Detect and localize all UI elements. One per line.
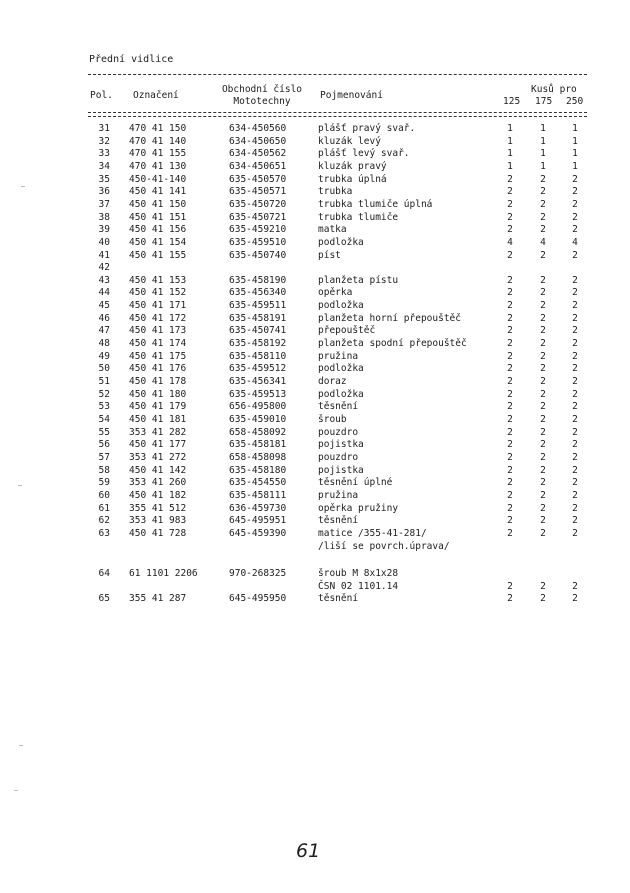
obchodni-cislo-cell: 635-459512: [229, 363, 287, 375]
table-row: [0, 287, 630, 298]
oznaceni-cell: 450 41 178: [129, 376, 187, 387]
qty-250-cell: 2: [572, 350, 578, 362]
oznaceni-cell: 450 41 176: [129, 363, 187, 375]
oznaceni-cell: 470 41 150: [129, 123, 187, 134]
qty-250-cell: 2: [572, 186, 578, 198]
qty-250-cell: 2: [572, 363, 578, 375]
qty-175-cell: 4: [540, 236, 546, 248]
oznaceni-cell: 61 1101 2206: [129, 568, 198, 579]
table-row: [0, 148, 630, 159]
qty-175-cell: 2: [540, 287, 546, 299]
pojmenovani-cell: ČSN 02 1101.14: [318, 581, 399, 592]
header-oznaceni: Označení: [133, 90, 179, 101]
qty-175-cell: 2: [540, 439, 546, 451]
pojmenovani-cell: matka: [318, 224, 347, 236]
qty-250-cell: 2: [572, 224, 578, 236]
position-cell: 35: [98, 173, 110, 185]
obchodni-cislo-cell: 635-459210: [229, 224, 287, 236]
oznaceni-cell: 470 41 140: [129, 135, 187, 147]
qty-175-cell: 2: [540, 274, 546, 286]
qty-250-cell: 2: [572, 325, 578, 337]
oznaceni-cell: 450 41 141: [129, 186, 187, 198]
obchodni-cislo-cell: 636-459730: [229, 502, 287, 514]
obchodni-cislo-cell: 658-458092: [229, 426, 287, 438]
qty-175-cell: 2: [540, 527, 546, 539]
qty-250-cell: 2: [572, 173, 578, 185]
position-cell: 48: [98, 338, 110, 350]
obchodni-cislo-cell: 634-450562: [229, 148, 287, 160]
qty-175-cell: 1: [540, 135, 546, 147]
qty-175-cell: 2: [540, 173, 546, 185]
table-row: [0, 224, 630, 235]
qty-175-cell: 2: [540, 211, 546, 223]
qty-125-cell: 2: [507, 274, 513, 286]
obchodni-cislo-cell: 635-450571: [229, 186, 287, 198]
scan-mark: [21, 186, 25, 187]
oznaceni-cell: 450 41 175: [129, 350, 187, 362]
qty-250-cell: 2: [572, 426, 578, 438]
obchodni-cislo-cell: 635-458110: [229, 350, 287, 362]
pojmenovani-cell: doraz: [318, 376, 347, 387]
obchodni-cislo-cell: 635-458111: [229, 489, 287, 501]
obchodni-cislo-cell: 635-459010: [229, 413, 287, 425]
position-cell: 44: [98, 287, 110, 299]
pojmenovani-cell: /liší se povrch.úprava/: [318, 541, 450, 553]
qty-175-cell: 2: [540, 186, 546, 198]
oznaceni-cell: 353 41 282: [129, 426, 187, 438]
qty-125-cell: 2: [507, 224, 513, 236]
qty-125-cell: 2: [507, 350, 513, 362]
obchodni-cislo-cell: 634-450560: [229, 123, 287, 134]
qty-125-cell: 2: [507, 173, 513, 185]
qty-125-cell: 2: [507, 527, 513, 539]
obchodni-cislo-cell: 635-458180: [229, 464, 287, 476]
qty-250-cell: 2: [572, 464, 578, 476]
position-cell: 39: [98, 224, 110, 236]
qty-175-cell: 2: [540, 401, 546, 413]
obchodni-cislo-cell: 635-458190: [229, 274, 287, 286]
oznaceni-cell: 450 41 153: [129, 274, 187, 286]
obchodni-cislo-cell: 635-459511: [229, 300, 287, 312]
qty-250-cell: 2: [572, 312, 578, 324]
header-bottom-rule: [88, 112, 587, 113]
pojmenovani-cell: matice /355-41-281/: [318, 527, 427, 539]
obchodni-cislo-cell: 635-450740: [229, 249, 287, 261]
qty-175-cell: 2: [540, 350, 546, 362]
obchodni-cislo-cell: 645-495951: [229, 515, 287, 527]
pojmenovani-cell: pouzdro: [318, 451, 359, 463]
oznaceni-cell: 450 41 150: [129, 198, 187, 210]
qty-175-cell: 2: [540, 502, 546, 514]
table-row: [0, 199, 630, 210]
position-cell: 64: [98, 568, 110, 579]
oznaceni-cell: 450 41 181: [129, 413, 187, 425]
position-cell: 49: [98, 350, 110, 362]
pojmenovani-cell: trubka tlumiče úplná: [318, 198, 433, 210]
pojmenovani-cell: podložka: [318, 300, 364, 312]
position-cell: 52: [98, 388, 110, 400]
table-row: [0, 136, 630, 147]
qty-250-cell: 1: [572, 123, 578, 134]
position-cell: 53: [98, 401, 110, 413]
table-row: [0, 237, 630, 248]
position-cell: 38: [98, 211, 110, 223]
obchodni-cislo-cell: 634-450650: [229, 135, 287, 147]
table-row: [0, 275, 630, 286]
oznaceni-cell: 450 41 154: [129, 236, 187, 248]
qty-250-cell: 2: [572, 211, 578, 223]
qty-175-cell: 2: [540, 325, 546, 337]
qty-250-cell: 2: [572, 388, 578, 400]
table-row: [0, 161, 630, 172]
qty-175-cell: 2: [540, 451, 546, 463]
position-cell: 54: [98, 413, 110, 425]
oznaceni-cell: 353 41 272: [129, 451, 187, 463]
qty-125-cell: 2: [507, 477, 513, 489]
pojmenovani-cell: opěrka: [318, 287, 353, 299]
oznaceni-cell: 450 41 172: [129, 312, 187, 324]
pojmenovani-cell: podložka: [318, 236, 364, 248]
qty-175-cell: 2: [540, 388, 546, 400]
pojmenovani-cell: plášť levý svař.: [318, 148, 410, 160]
position-cell: 45: [98, 300, 110, 312]
position-cell: 55: [98, 426, 110, 438]
table-row: [0, 465, 630, 476]
qty-125-cell: 2: [507, 451, 513, 463]
qty-250-cell: 2: [572, 198, 578, 210]
qty-175-cell: 2: [540, 363, 546, 375]
qty-175-cell: 2: [540, 515, 546, 527]
qty-125-cell: 2: [507, 593, 513, 604]
obchodni-cislo-cell: 635-458191: [229, 312, 287, 324]
qty-250-cell: 2: [572, 274, 578, 286]
position-cell: 32: [98, 135, 110, 147]
qty-250-cell: 1: [572, 135, 578, 147]
pojmenovani-cell: podložka: [318, 388, 364, 400]
position-cell: 46: [98, 312, 110, 324]
header-mototechny: Mototechny: [233, 96, 291, 107]
qty-125-cell: 2: [507, 376, 513, 387]
pojmenovani-cell: planžeta horní přepouštěč: [318, 312, 461, 324]
qty-250-cell: 2: [572, 300, 578, 312]
position-cell: 65: [98, 593, 110, 604]
qty-250-cell: 1: [572, 160, 578, 172]
obchodni-cislo-cell: 656-495800: [229, 401, 287, 413]
page-title: Přední vidlice: [89, 54, 174, 65]
header-pojmenovani: Pojmenování: [320, 90, 383, 101]
pojmenovani-cell: píst: [318, 249, 341, 261]
table-row: [0, 568, 630, 579]
oznaceni-cell: 355 41 287: [129, 593, 187, 604]
qty-125-cell: 2: [507, 287, 513, 299]
pojmenovani-cell: kluzák pravý: [318, 160, 387, 172]
position-cell: 51: [98, 376, 110, 387]
qty-125-cell: 2: [507, 249, 513, 261]
qty-250-cell: 2: [572, 338, 578, 350]
qty-175-cell: 2: [540, 312, 546, 324]
pojmenovani-cell: pojistka: [318, 439, 364, 451]
position-cell: 50: [98, 363, 110, 375]
scan-mark: [19, 745, 23, 746]
obchodni-cislo-cell: 658-458098: [229, 451, 287, 463]
qty-175-cell: 1: [540, 160, 546, 172]
pojmenovani-cell: pružina: [318, 350, 359, 362]
qty-175-cell: 2: [540, 426, 546, 438]
position-cell: 34: [98, 160, 110, 172]
position-cell: 42: [98, 262, 110, 274]
oznaceni-cell: 450 41 182: [129, 489, 187, 501]
table-row: [0, 325, 630, 336]
oznaceni-cell: 450 41 151: [129, 211, 187, 223]
table-row: [0, 427, 630, 438]
table-row: [0, 439, 630, 450]
pojmenovani-cell: trubka úplná: [318, 173, 387, 185]
qty-125-cell: 4: [507, 236, 513, 248]
oznaceni-cell: 450 41 155: [129, 249, 187, 261]
oznaceni-cell: 355 41 512: [129, 502, 187, 514]
qty-250-cell: 2: [572, 593, 578, 604]
qty-175-cell: 2: [540, 489, 546, 501]
pojmenovani-cell: přepouštěč: [318, 325, 376, 337]
position-cell: 31: [98, 123, 110, 134]
oznaceni-cell: 353 41 983: [129, 515, 187, 527]
obchodni-cislo-cell: 635-458181: [229, 439, 287, 451]
qty-175-cell: 1: [540, 148, 546, 160]
qty-175-cell: 2: [540, 300, 546, 312]
qty-125-cell: 1: [507, 123, 513, 134]
scan-mark: [18, 485, 22, 486]
qty-250-cell: 1: [572, 148, 578, 160]
position-cell: 37: [98, 198, 110, 210]
position-cell: 60: [98, 489, 110, 501]
qty-250-cell: 2: [572, 451, 578, 463]
qty-175-cell: 2: [540, 338, 546, 350]
pojmenovani-cell: pružina: [318, 489, 359, 501]
oznaceni-cell: 450 41 179: [129, 401, 187, 413]
header-variant-250: 250: [566, 96, 584, 107]
qty-125-cell: 2: [507, 312, 513, 324]
qty-250-cell: 2: [572, 249, 578, 261]
qty-125-cell: 2: [507, 464, 513, 476]
qty-125-cell: 2: [507, 363, 513, 375]
obchodni-cislo-cell: 635-458192: [229, 338, 287, 350]
table-row: [0, 174, 630, 185]
position-cell: 36: [98, 186, 110, 198]
table-row: [0, 515, 630, 526]
oznaceni-cell: 450 41 177: [129, 439, 187, 451]
qty-125-cell: 2: [507, 515, 513, 527]
qty-125-cell: 2: [507, 581, 513, 592]
obchodni-cislo-cell: 635-450570: [229, 173, 287, 185]
obchodni-cislo-cell: 635-459513: [229, 388, 287, 400]
qty-175-cell: 2: [540, 593, 546, 604]
qty-250-cell: 2: [572, 439, 578, 451]
qty-125-cell: 2: [507, 489, 513, 501]
table-row: [0, 313, 630, 324]
qty-250-cell: 2: [572, 502, 578, 514]
obchodni-cislo-cell: 970-268325: [229, 568, 287, 579]
table-row: [0, 300, 630, 311]
pojmenovani-cell: šroub: [318, 413, 347, 425]
table-row: [0, 262, 630, 273]
qty-250-cell: 4: [572, 236, 578, 248]
oznaceni-cell: 450 41 174: [129, 338, 187, 350]
qty-250-cell: 2: [572, 489, 578, 501]
qty-125-cell: 2: [507, 211, 513, 223]
obchodni-cislo-cell: 635-459510: [229, 236, 287, 248]
oznaceni-cell: 450 41 171: [129, 300, 187, 312]
obchodni-cislo-cell: 645-459390: [229, 527, 287, 539]
obchodni-cislo-cell: 635-456341: [229, 376, 287, 387]
position-cell: 56: [98, 439, 110, 451]
table-row: [0, 593, 630, 604]
position-cell: 63: [98, 527, 110, 539]
position-cell: 61: [98, 502, 110, 514]
qty-125-cell: 2: [507, 300, 513, 312]
table-row: [0, 123, 630, 134]
pojmenovani-cell: plášť pravý svař.: [318, 123, 416, 134]
qty-175-cell: 2: [540, 464, 546, 476]
table-row: [0, 338, 630, 349]
header-kusu-pro: Kusů pro: [531, 84, 577, 95]
oznaceni-cell: 450 41 173: [129, 325, 187, 337]
qty-250-cell: 2: [572, 401, 578, 413]
pojmenovani-cell: pouzdro: [318, 426, 359, 438]
oznaceni-cell: 450 41 728: [129, 527, 187, 539]
obchodni-cislo-cell: 635-454550: [229, 477, 287, 489]
header-top-rule: [88, 74, 587, 75]
qty-250-cell: 2: [572, 515, 578, 527]
table-row: [0, 503, 630, 514]
pojmenovani-cell: opěrka pružiny: [318, 502, 399, 514]
table-row: [0, 581, 630, 592]
obchodni-cislo-cell: 634-450651: [229, 160, 287, 172]
qty-125-cell: 2: [507, 388, 513, 400]
pojmenovani-cell: těsnění: [318, 593, 359, 604]
qty-125-cell: 2: [507, 401, 513, 413]
qty-125-cell: 1: [507, 148, 513, 160]
qty-175-cell: 2: [540, 413, 546, 425]
position-cell: 43: [98, 274, 110, 286]
qty-125-cell: 1: [507, 135, 513, 147]
table-row: [0, 363, 630, 374]
table-row: [0, 212, 630, 223]
qty-125-cell: 2: [507, 186, 513, 198]
table-row: [0, 528, 630, 539]
table-row: [0, 414, 630, 425]
pojmenovani-cell: těsnění úplné: [318, 477, 393, 489]
pojmenovani-cell: planžeta pístu: [318, 274, 399, 286]
pojmenovani-cell: podložka: [318, 363, 364, 375]
qty-175-cell: 2: [540, 249, 546, 261]
table-row: [0, 490, 630, 501]
pojmenovani-cell: pojistka: [318, 464, 364, 476]
pojmenovani-cell: trubka tlumiče: [318, 211, 399, 223]
oznaceni-cell: 450-41-140: [129, 173, 187, 185]
oznaceni-cell: 450 41 156: [129, 224, 187, 236]
pojmenovani-cell: šroub M 8x1x28: [318, 568, 399, 579]
obchodni-cislo-cell: 645-495950: [229, 593, 287, 604]
position-cell: 40: [98, 236, 110, 248]
pojmenovani-cell: těsnění: [318, 515, 359, 527]
qty-250-cell: 2: [572, 581, 578, 592]
table-row: [0, 401, 630, 412]
qty-250-cell: 2: [572, 376, 578, 387]
qty-125-cell: 2: [507, 439, 513, 451]
table-row: [0, 389, 630, 400]
table-row: [0, 376, 630, 387]
table-row: [0, 186, 630, 197]
qty-175-cell: 1: [540, 123, 546, 134]
oznaceni-cell: 450 41 152: [129, 287, 187, 299]
page-number: 61: [296, 840, 321, 862]
qty-250-cell: 2: [572, 413, 578, 425]
position-cell: 59: [98, 477, 110, 489]
oznaceni-cell: 353 41 260: [129, 477, 187, 489]
position-cell: 41: [98, 249, 110, 261]
header-pol: Pol.: [90, 90, 113, 101]
obchodni-cislo-cell: 635-450741: [229, 325, 287, 337]
oznaceni-cell: 450 41 142: [129, 464, 187, 476]
qty-125-cell: 2: [507, 502, 513, 514]
pojmenovani-cell: kluzák levý: [318, 135, 381, 147]
header-variant-175: 175: [535, 96, 553, 107]
pojmenovani-cell: těsnění: [318, 401, 359, 413]
qty-175-cell: 2: [540, 477, 546, 489]
position-cell: 33: [98, 148, 110, 160]
qty-125-cell: 2: [507, 325, 513, 337]
table-row: [0, 351, 630, 362]
table-row: [0, 250, 630, 261]
table-row: [0, 452, 630, 463]
header-bottom-rule-2: [88, 116, 587, 117]
position-cell: 57: [98, 451, 110, 463]
qty-175-cell: 2: [540, 376, 546, 387]
qty-175-cell: 2: [540, 198, 546, 210]
qty-125-cell: 2: [507, 198, 513, 210]
qty-125-cell: 2: [507, 338, 513, 350]
table-row: [0, 541, 630, 552]
header-obchodni-cislo: Obchodní číslo: [221, 84, 303, 95]
qty-125-cell: 2: [507, 413, 513, 425]
qty-250-cell: 2: [572, 527, 578, 539]
pojmenovani-cell: trubka: [318, 186, 353, 198]
oznaceni-cell: 450 41 180: [129, 388, 187, 400]
qty-175-cell: 2: [540, 224, 546, 236]
pojmenovani-cell: planžeta spodní přepouštěč: [318, 338, 467, 350]
qty-175-cell: 2: [540, 581, 546, 592]
obchodni-cislo-cell: 635-456340: [229, 287, 287, 299]
table-row: [0, 477, 630, 488]
obchodni-cislo-cell: 635-450720: [229, 198, 287, 210]
header-variant-125: 125: [503, 96, 521, 107]
oznaceni-cell: 470 41 155: [129, 148, 187, 160]
oznaceni-cell: 470 41 130: [129, 160, 187, 172]
position-cell: 58: [98, 464, 110, 476]
qty-250-cell: 2: [572, 287, 578, 299]
position-cell: 47: [98, 325, 110, 337]
position-cell: 62: [98, 515, 110, 527]
qty-125-cell: 1: [507, 160, 513, 172]
qty-250-cell: 2: [572, 477, 578, 489]
obchodni-cislo-cell: 635-450721: [229, 211, 287, 223]
qty-125-cell: 2: [507, 426, 513, 438]
scan-mark: [14, 790, 18, 791]
